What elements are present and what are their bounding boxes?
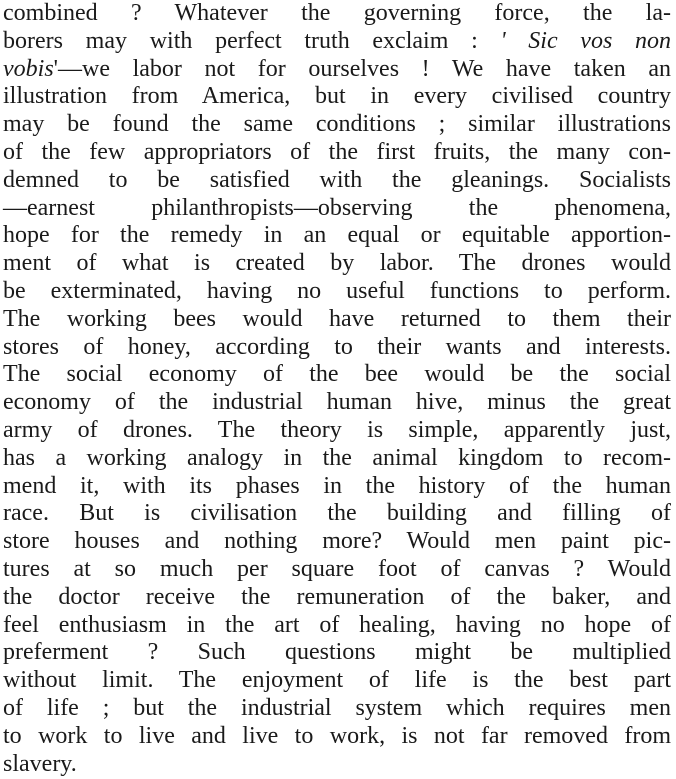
- text-line: [3, 56, 671, 84]
- page-text-block: [3, 0, 671, 779]
- text-line: of life ; but the industrial system which requires men: [3, 694, 671, 721]
- text-line: slavery.: [3, 750, 77, 777]
- text-line: economy of the industrial human hive, minus the great: [3, 389, 671, 416]
- text-line: [3, 28, 671, 56]
- latin-quote-italic: ' Sic vos non: [500, 27, 672, 54]
- text-line: ment of what is created by labor. The drones would: [3, 250, 671, 277]
- text-line: without limit. The enjoyment of life is the best part: [3, 667, 671, 694]
- text-line: demned to be satisfied with the gleanings. Socialists: [3, 166, 671, 193]
- text-line: mend it, with its phases in the history of the human: [3, 472, 671, 499]
- text-line: has a working analogy in the animal kingdom to recom-: [3, 444, 671, 471]
- text-line: may be found the same conditions ; similar illustrations: [3, 111, 671, 138]
- text-line: tures at so much per square foot of canvas ? Would: [3, 555, 671, 582]
- text-line: feel enthusiasm in the art of healing, having no hope of: [3, 611, 671, 638]
- text-line: illustration from America, but in every civilised country: [3, 83, 671, 110]
- text-line: combined ? Whatever the governing force, the la-: [3, 0, 671, 26]
- text-line: to work to live and live to work, is not far removed from: [3, 722, 671, 749]
- text-line-part: '—we labor not for ourselves ! We have taken an: [53, 55, 671, 82]
- latin-quote-italic-cont: vobis: [3, 55, 54, 82]
- text-line: store houses and nothing more? Would men paint pic-: [3, 528, 671, 555]
- text-line: of the few appropriators of the first fruits, the many con-: [3, 138, 671, 165]
- text-line: be exterminated, having no useful functions to perform.: [3, 277, 671, 304]
- text-line: stores of honey, according to their wants and interests.: [3, 333, 671, 360]
- text-line-part: borers may with perfect truth exclaim :: [3, 27, 501, 54]
- text-line: race. But is civilisation the building and filling of: [3, 500, 671, 527]
- text-line: the doctor receive the remuneration of the baker, and: [3, 583, 671, 610]
- text-line: —earnest philanthropists—observing the phenomena,: [3, 194, 671, 221]
- text-line: The working bees would have returned to them their: [3, 305, 671, 332]
- text-line: hope for the remedy in an equal or equitable apportion-: [3, 222, 671, 249]
- text-line: army of drones. The theory is simple, apparently just,: [3, 416, 671, 443]
- text-line: The social economy of the bee would be the social: [3, 361, 671, 388]
- text-line: preferment ? Such questions might be multiplied: [3, 639, 671, 666]
